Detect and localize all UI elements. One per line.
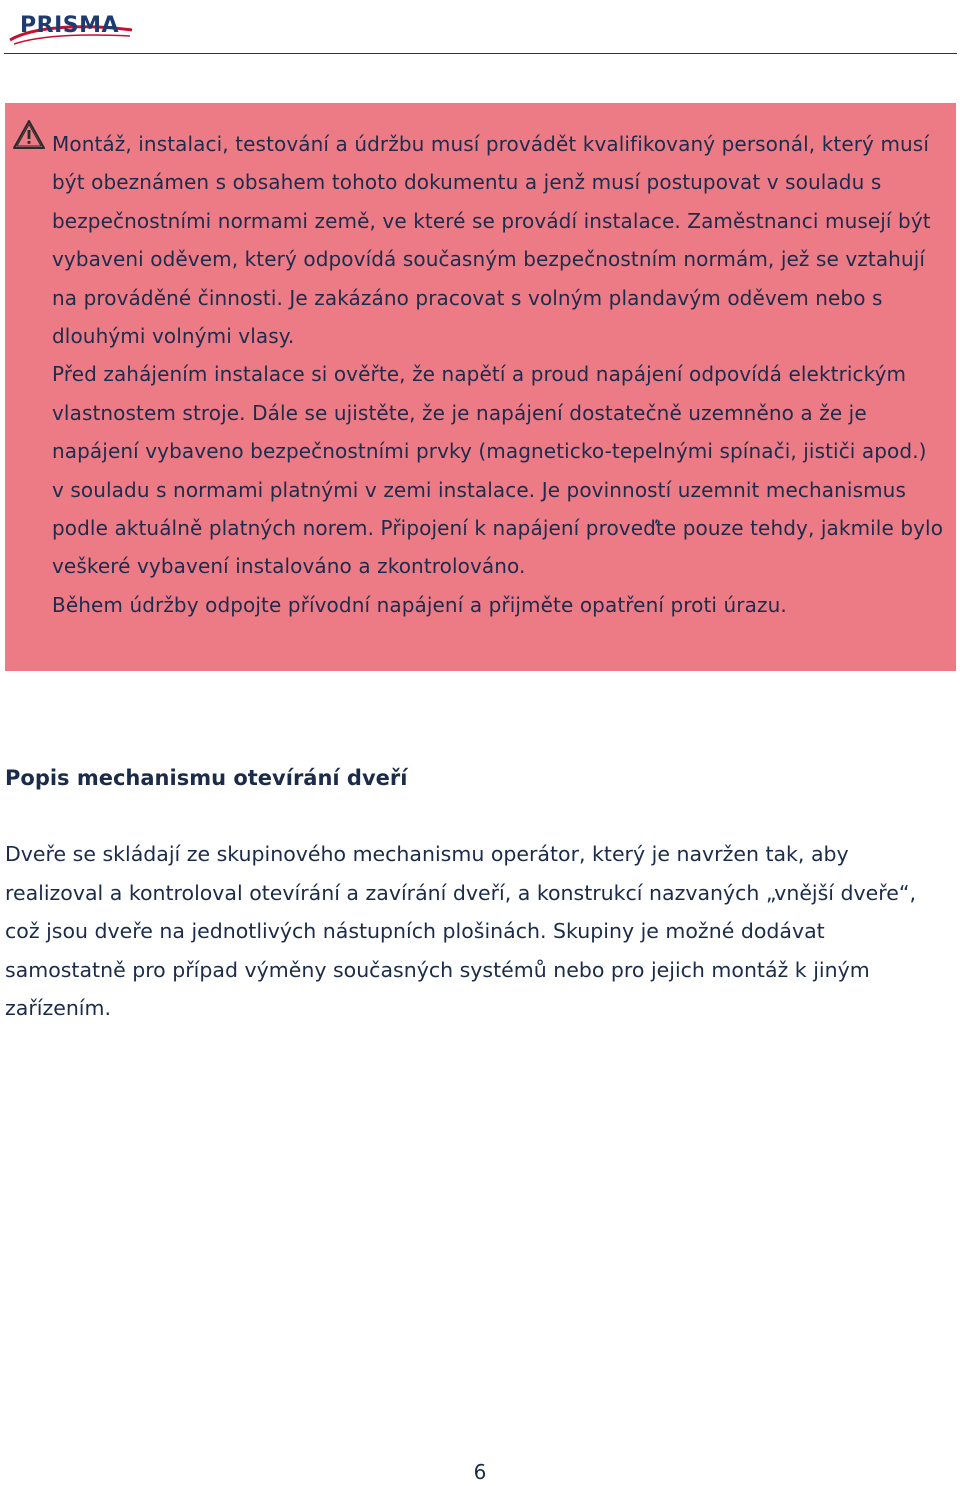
- page-header: [0, 0, 960, 56]
- section-title: Popis mechanismu otevírání dveří: [5, 766, 408, 790]
- section-body: Dveře se skládají ze skupinového mechanismu operátor, který je navržen tak, aby realizoval a kontroloval otevírání a zavírání dveří, a konstrukcí nazvaných „vnější dveře“, což jsou dveře na jednotlivých nástupních plošinách. Skupiny je možné dodávat samostatně pro případ výměny současných systémů nebo pro jejich montáž k jiným zařízením.: [5, 842, 916, 1020]
- page-number: 6: [473, 1460, 487, 1484]
- header-divider: [4, 53, 957, 54]
- warning-paragraph-1: Montáž, instalaci, testování a údržbu musí provádět kvalifikovaný personál, který musí být obeznámen s obsahem tohoto dokumentu a jenž musí postupovat v souladu s bezpečnostními normami země, ve které se provádí instalace. Zaměstnanci musejí být vybaveni oděvem, který odpovídá současným bezpečnostním normám, jež se vztahují na prováděné činnosti. Je zakázáno pracovat s volným plandavým oděvem nebo s dlouhými volnými vlasy.: [52, 132, 931, 349]
- warning-triangle-icon: [11, 118, 47, 152]
- warning-paragraph-3: Během údržby odpojte přívodní napájení a přijměte opatření proti úrazu.: [52, 592, 787, 617]
- logo-text: PRISMA: [20, 13, 120, 38]
- safety-warning-box: [5, 103, 956, 671]
- prisma-logo: [4, 4, 136, 48]
- warning-paragraph-2: Před zahájením instalace si ověřte, že napětí a proud napájení odpovídá elektrickým vlastnostem stroje. Dále se ujistěte, že je napájení dostatečně uzemněno a že je napájení vybaveno bezpečnostními prvky (magneticko-tepelnými spínači, jističi apod.) v souladu s normami platnými v zemi instalace. Je povinností uzemnit mechanismus podle aktuálně platných norem. Připojení k napájení proveďte pouze tehdy, jakmile bylo veškeré vybavení instalováno a zkontrolováno.: [52, 362, 944, 579]
